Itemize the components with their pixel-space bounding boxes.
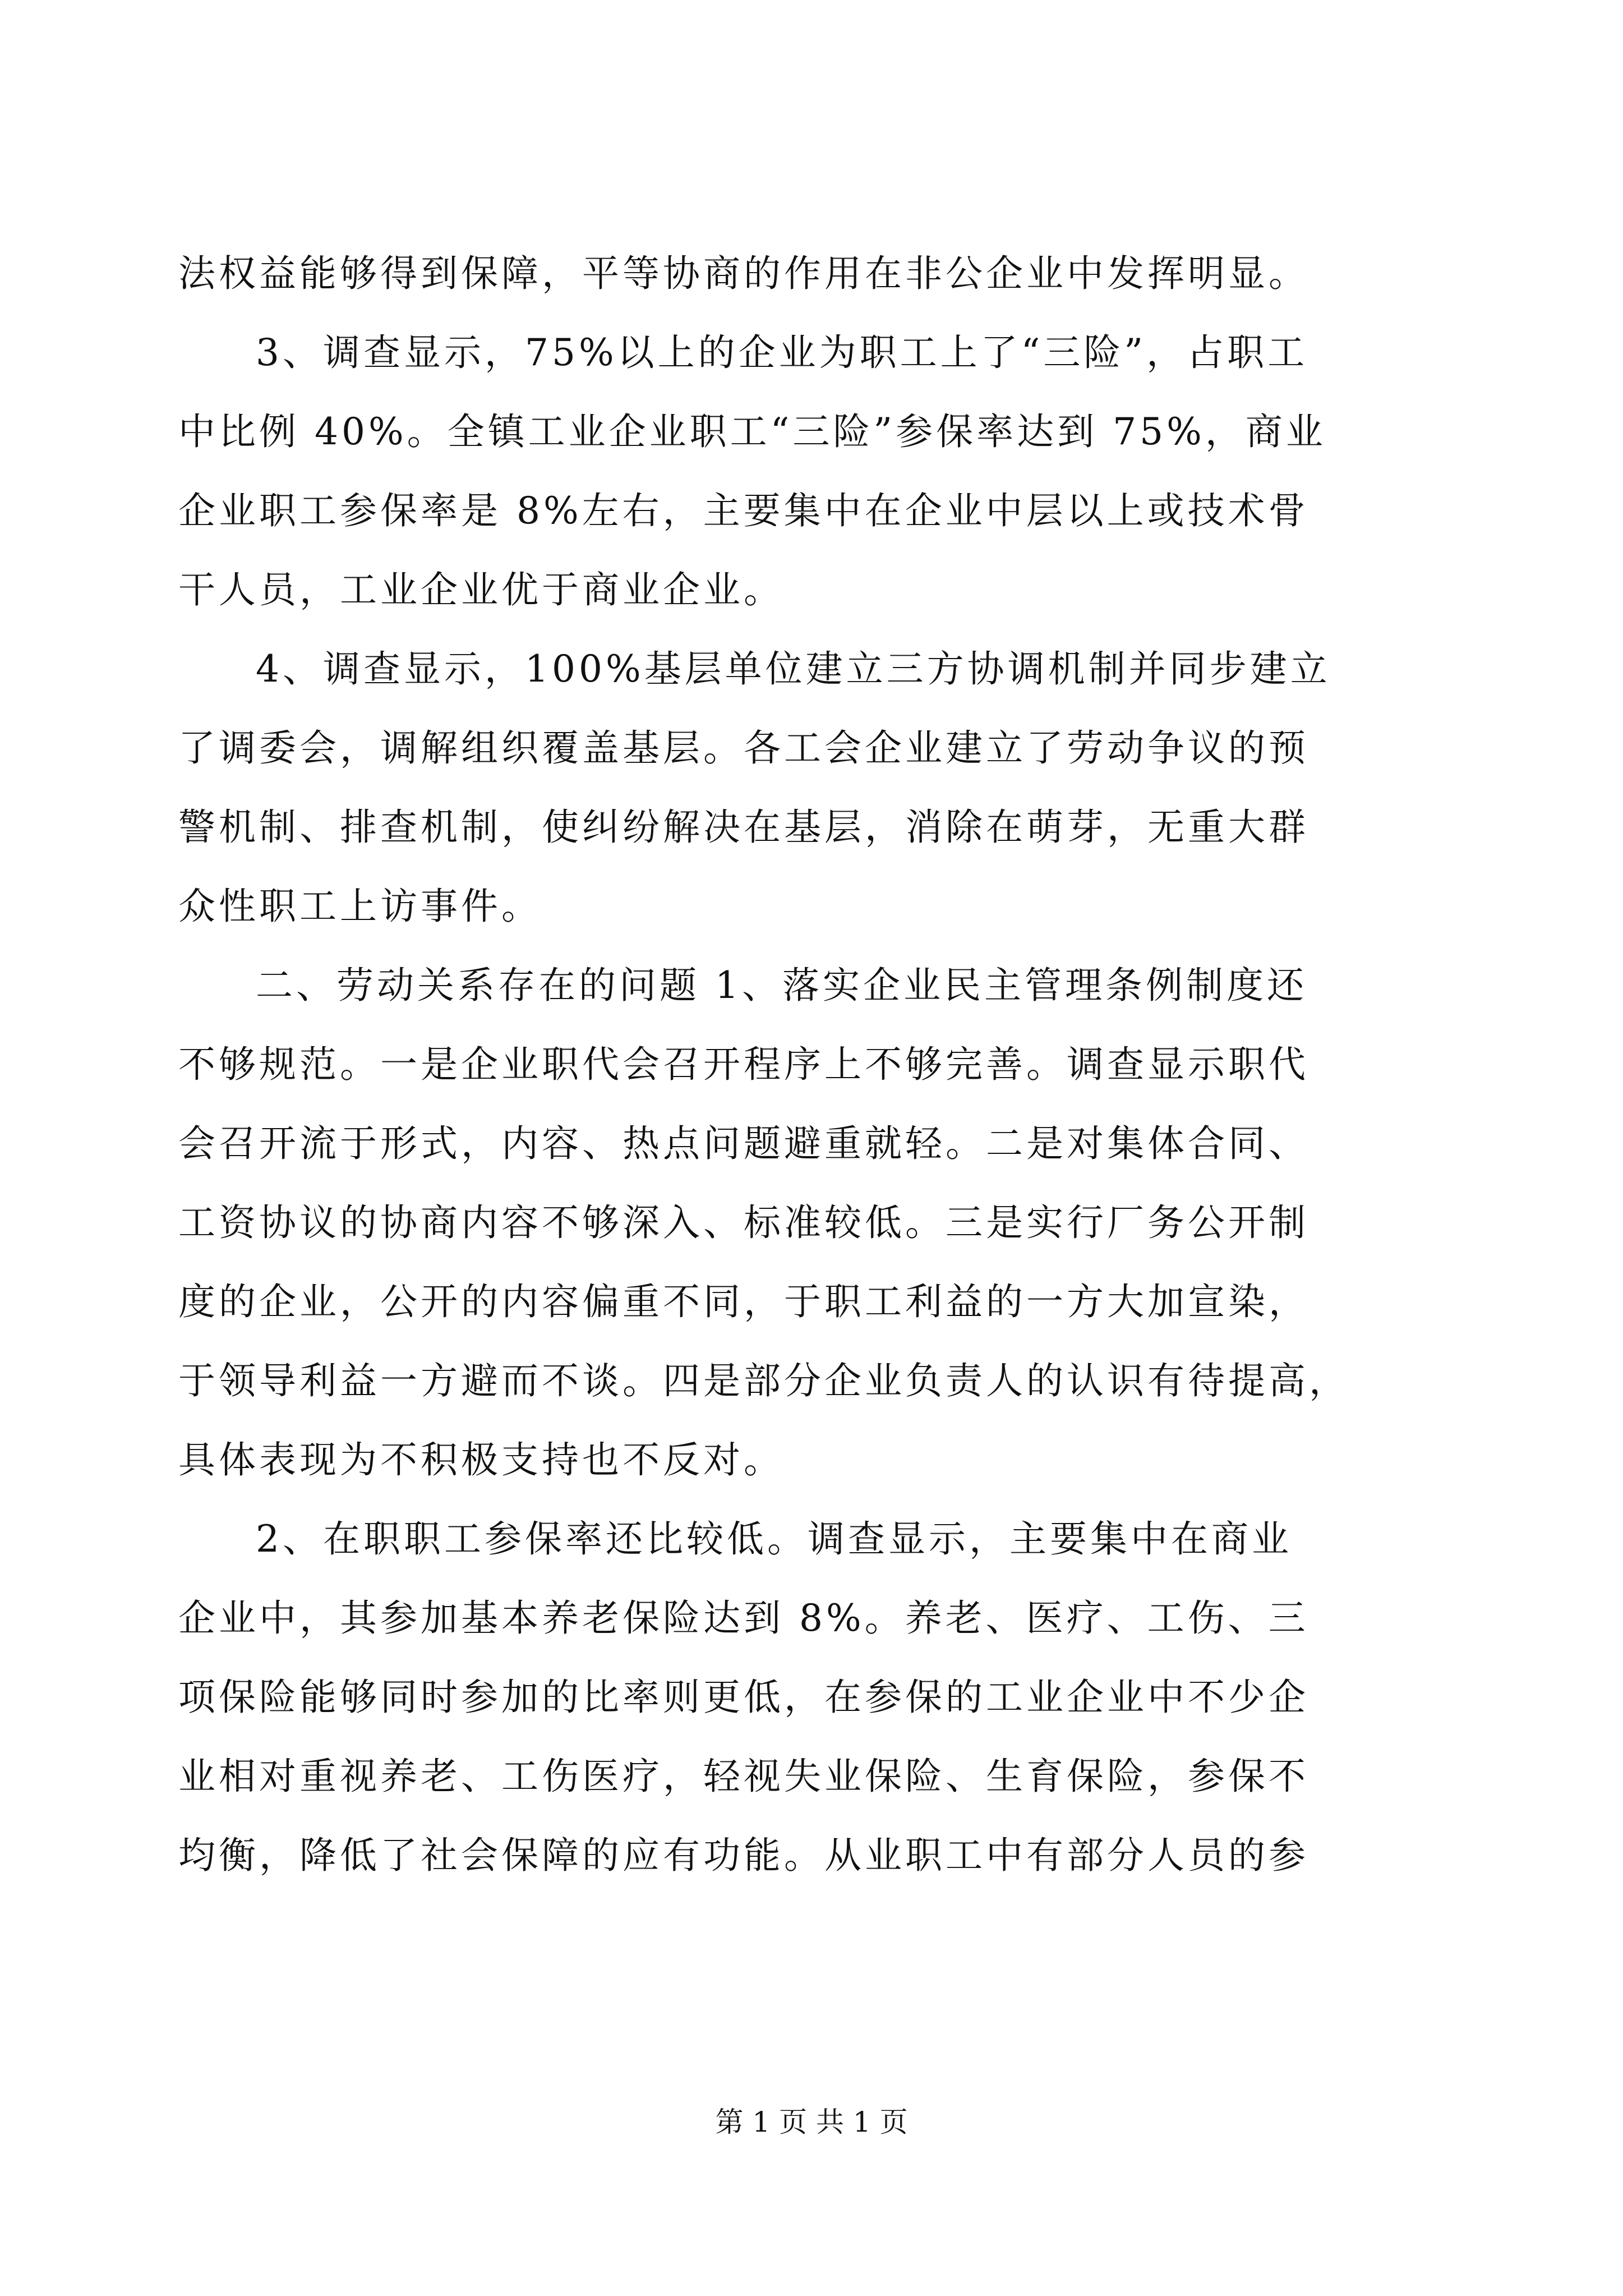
- text-line: 企业中，其参加基本养老保险达到 8%。养老、医疗、工伤、三: [178, 1596, 1309, 1640]
- text-line: 中比例 40%。全镇工业企业职工“三险”参保率达到 75%，商业: [178, 410, 1326, 453]
- text-line: 项保险能够同时参加的比率则更低，在参保的工业企业中不少企: [178, 1676, 1309, 1719]
- text-line: 度的企业，公开的内容偏重不同，于职工利益的一方大加宣染，: [178, 1280, 1309, 1323]
- text-line: 不够规范。一是企业职代会召开程序上不够完善。调查显示职代: [178, 1043, 1309, 1086]
- text-line: 均衡，降低了社会保障的应有功能。从业职工中有部分人员的参: [178, 1834, 1309, 1877]
- text-line: 了调委会，调解组织覆盖基层。各工会企业建立了劳动争议的预: [178, 726, 1309, 770]
- text-line: 干人员，工业企业优于商业企业。: [178, 568, 784, 611]
- text-line: 工资协议的协商内容不够深入、标准较低。三是实行厂务公开制: [178, 1201, 1309, 1244]
- text-line: 2、在职职工参保率还比较低。调查显示，主要集中在商业: [256, 1517, 1292, 1561]
- text-line: 警机制、排查机制，使纠纷解决在基层，消除在萌芽，无重大群: [178, 806, 1309, 849]
- text-line: 4、调查显示，100%基层单位建立三方协调机制并同步建立: [256, 647, 1331, 691]
- text-line: 企业职工参保率是 8%左右，主要集中在企业中层以上或技术骨: [178, 489, 1309, 532]
- page-footer: 第 1 页 共 1 页: [715, 2106, 908, 2138]
- text-line: 众性职工上访事件。: [178, 885, 542, 928]
- text-line: 法权益能够得到保障，平等协商的作用在非公企业中发挥明显。: [178, 252, 1309, 295]
- text-line: 会召开流于形式，内容、热点问题避重就轻。二是对集体合同、: [178, 1122, 1309, 1165]
- text-line: 于领导利益一方避而不谈。四是部分企业负责人的认识有待提高，: [178, 1359, 1349, 1402]
- text-line: 3、调查显示，75%以上的企业为职工上了“三险”，占职工: [256, 331, 1308, 374]
- text-line: 业相对重视养老、工伤医疗，轻视失业保险、生育保险，参保不: [178, 1755, 1309, 1798]
- text-line: 具体表现为不积极支持也不反对。: [178, 1438, 784, 1481]
- text-line: 二、劳动关系存在的问题 1、落实企业民主管理条例制度还: [256, 964, 1307, 1007]
